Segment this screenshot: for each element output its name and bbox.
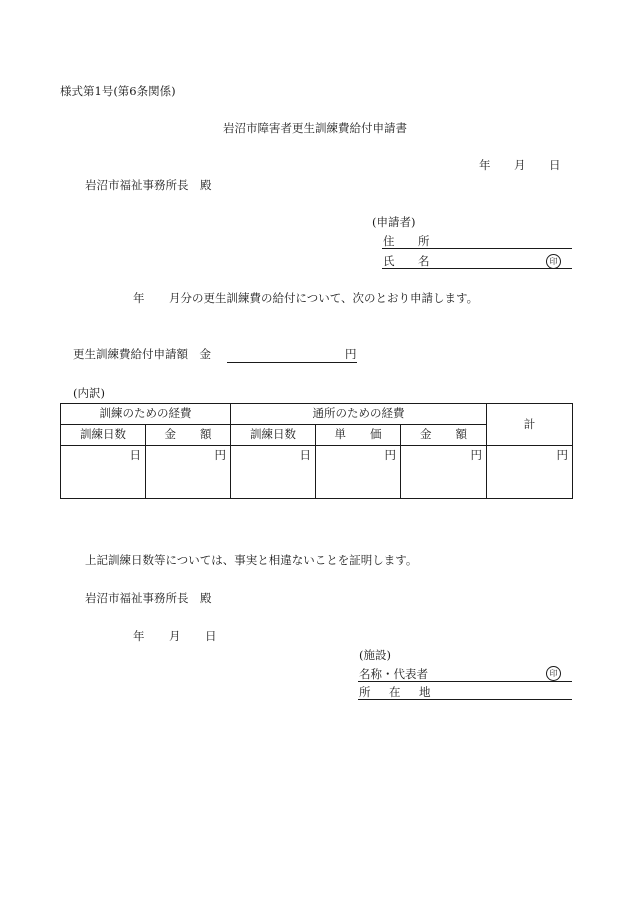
applicant-address-label-2: 所 — [418, 234, 430, 248]
applicant-address-line[interactable] — [382, 248, 572, 249]
col-unit-price-header — [316, 425, 401, 446]
facility-address-label-2: 在 — [389, 685, 401, 699]
applicant-heading: (申請者) — [372, 215, 416, 229]
col-commute-amount-a: 金 — [420, 427, 432, 442]
col-unit-price-b: 価 — [370, 427, 382, 442]
cell-commute-amount[interactable]: 円 — [401, 446, 487, 499]
breakdown-heading: (内訳) — [73, 386, 105, 400]
addressee: 岩沼市福祉事務所長 殿 — [85, 178, 212, 192]
applicant-name-line[interactable] — [382, 268, 572, 269]
cell-training-amount[interactable]: 円 — [146, 446, 231, 499]
form-number: 様式第1号(第6条関係) — [60, 84, 176, 98]
facility-address-label-3: 地 — [419, 685, 431, 699]
col-commute-amount-header — [401, 425, 487, 446]
breakdown-table — [60, 403, 573, 499]
cell-training-days[interactable]: 日 — [61, 446, 146, 499]
col-commute-amount-b: 額 — [455, 427, 467, 442]
facility-heading: (施設) — [359, 648, 391, 662]
facility-address-line[interactable] — [358, 699, 572, 700]
col-commute-days-header: 訓練日数 — [231, 425, 316, 446]
request-year: 年 — [133, 291, 145, 305]
col-training-amount-header — [146, 425, 231, 446]
amount-line[interactable] — [227, 362, 357, 363]
certification-year: 年 — [133, 629, 145, 643]
applicant-address-label-1: 住 — [383, 234, 395, 248]
total-header: 計 — [487, 404, 573, 446]
facility-name-label: 名称・代表者 — [359, 667, 428, 681]
group-commute-header: 通所のための経費 — [231, 404, 487, 425]
certification-text: 上記訓練日数等については、事実と相違ないことを証明します。 — [85, 553, 418, 567]
group-training-header: 訓練のための経費 — [61, 404, 231, 425]
col-training-days-header: 訓練日数 — [61, 425, 146, 446]
form-title: 岩沼市障害者更生訓練費給付申請書 — [223, 121, 407, 135]
date-month: 月 — [514, 158, 526, 172]
amount-unit: 円 — [345, 347, 357, 361]
request-text: 月分の更生訓練費の給付について、次のとおり申請します。 — [169, 291, 479, 305]
cell-total[interactable]: 円 — [487, 446, 573, 499]
amount-label: 更生訓練費給付申請額 金 — [73, 347, 211, 361]
applicant-name-label-1: 氏 — [383, 254, 395, 268]
col-unit-price-a: 単 — [334, 427, 346, 442]
facility-name-line[interactable] — [358, 681, 572, 682]
facility-address-label-1: 所 — [359, 685, 371, 699]
applicant-name-label-2: 名 — [418, 254, 430, 268]
col-training-amount-b: 額 — [200, 427, 212, 442]
col-training-amount-a: 金 — [164, 427, 176, 442]
cell-commute-days[interactable]: 日 — [231, 446, 316, 499]
applicant-seal-icon: 印 — [546, 254, 561, 269]
certification-day: 日 — [205, 629, 217, 643]
cell-unit-price[interactable]: 円 — [316, 446, 401, 499]
date-day: 日 — [549, 158, 561, 172]
facility-seal-icon: 印 — [546, 666, 561, 681]
certification-addressee: 岩沼市福祉事務所長 殿 — [85, 591, 212, 605]
certification-month: 月 — [169, 629, 181, 643]
date-year: 年 — [479, 158, 491, 172]
